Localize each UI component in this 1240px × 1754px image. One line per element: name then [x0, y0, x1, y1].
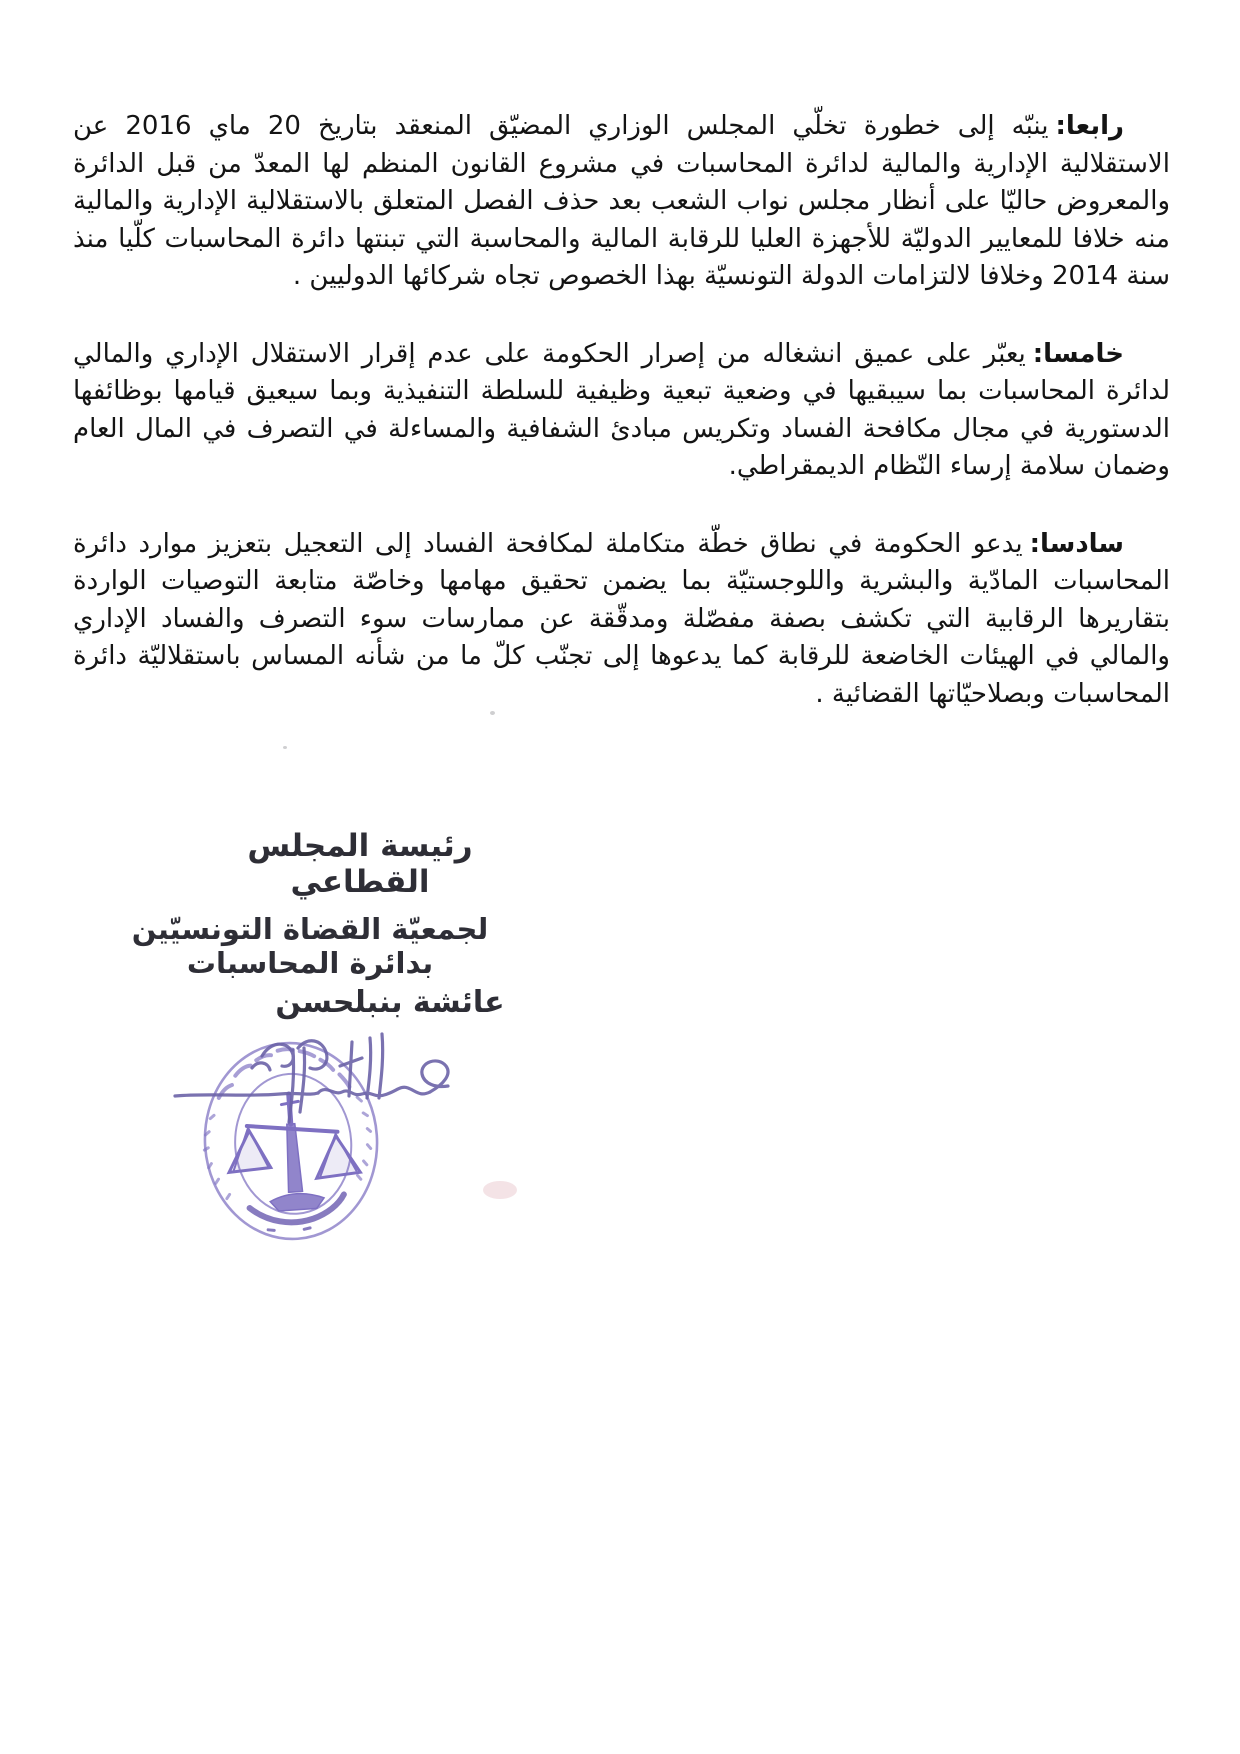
signature-title-line-1: رئيسة المجلس القطاعي: [247, 828, 473, 900]
signature-title-line-2: لجمعيّة القضاة التونسيّين بدائرة المحاسبات: [131, 912, 489, 980]
paragraph-text: يعبّر على عميق انشغاله من إصرار الحكومة على عدم إقرار الاستقلال الإداري والمالي لدائرة المحاسبات بما سيبقيها في وضعية تبعية وظيفية للسلطة التنفيذية وبما سيعيق قيامها بوظائفها الدستورية في مجال مكافحة الفساد وتكريس مبادئ الشفافية والمساءلة في التصرف في المال العام وضمان سلامة إرساء النّظام الديمقراطي.: [73, 338, 1170, 481]
scales-of-justice-glyph: [224, 1089, 363, 1214]
scan-speck: [283, 746, 287, 749]
document-body: [73, 108, 1170, 753]
paragraph-fourth: [73, 108, 1170, 296]
paragraph-text: ينبّه إلى خطورة تخلّي المجلس الوزاري المضيّق المنعقد بتاريخ 20 ماي 2016 عن الاستقلالية الإدارية والمالية لدائرة المحاسبات في مشروع القانون المنظم لها المعدّ من قبل الدائرة والمعروض حاليّا على أنظار مجلس نواب الشعب بعد حذف الفصل المتعلق بالاستقلالية الإدارية والمالية منه خلافا للمعايير الدوليّة للأجهزة العليا للرقابة المالية والمحاسبة التي تبنتها دائرة المحاسبات كلّيا منذ سنة 2014 وخلافا لالتزامات الدولة التونسيّة بهذا الخصوص تجاه شركائها الدوليين .: [73, 111, 1170, 291]
paragraph-lead: خامسا:: [1032, 338, 1124, 369]
paragraph-lead: سادسا:: [1029, 528, 1124, 559]
paragraph-lead: رابعا:: [1055, 111, 1124, 141]
paragraph-sixth: [73, 526, 1170, 714]
paragraph-text: يدعو الحكومة في نطاق خطّة متكاملة لمكافحة الفساد إلى التعجيل بتعزيز موارد دائرة المحاسبات المادّية والبشرية واللوجستيّة بما يضمن تحقيق مهامها وخاصّة متابعة التوصيات الواردة بتقاريرها الرقابية التي تكشف بصفة مفصّلة ومدقّقة عن ممارسات سوء التصرف والفساد الإداري والمالي في الهيئات الخاضعة للرقابة كما يدعوها إلى تجنّب كلّ ما من شأنه المساس باستقلاليّة دائرة المحاسبات وبصلاحيّاتها القضائية .: [73, 528, 1170, 709]
scan-speck: [490, 711, 495, 715]
signatory-name: عائشة بنبلحسن: [275, 985, 505, 1020]
paragraph-fifth: [73, 336, 1170, 486]
scan-smudge: [483, 1181, 517, 1199]
handwritten-signature: [175, 1034, 448, 1122]
justice-scales-stamp-icon: [197, 1037, 383, 1245]
